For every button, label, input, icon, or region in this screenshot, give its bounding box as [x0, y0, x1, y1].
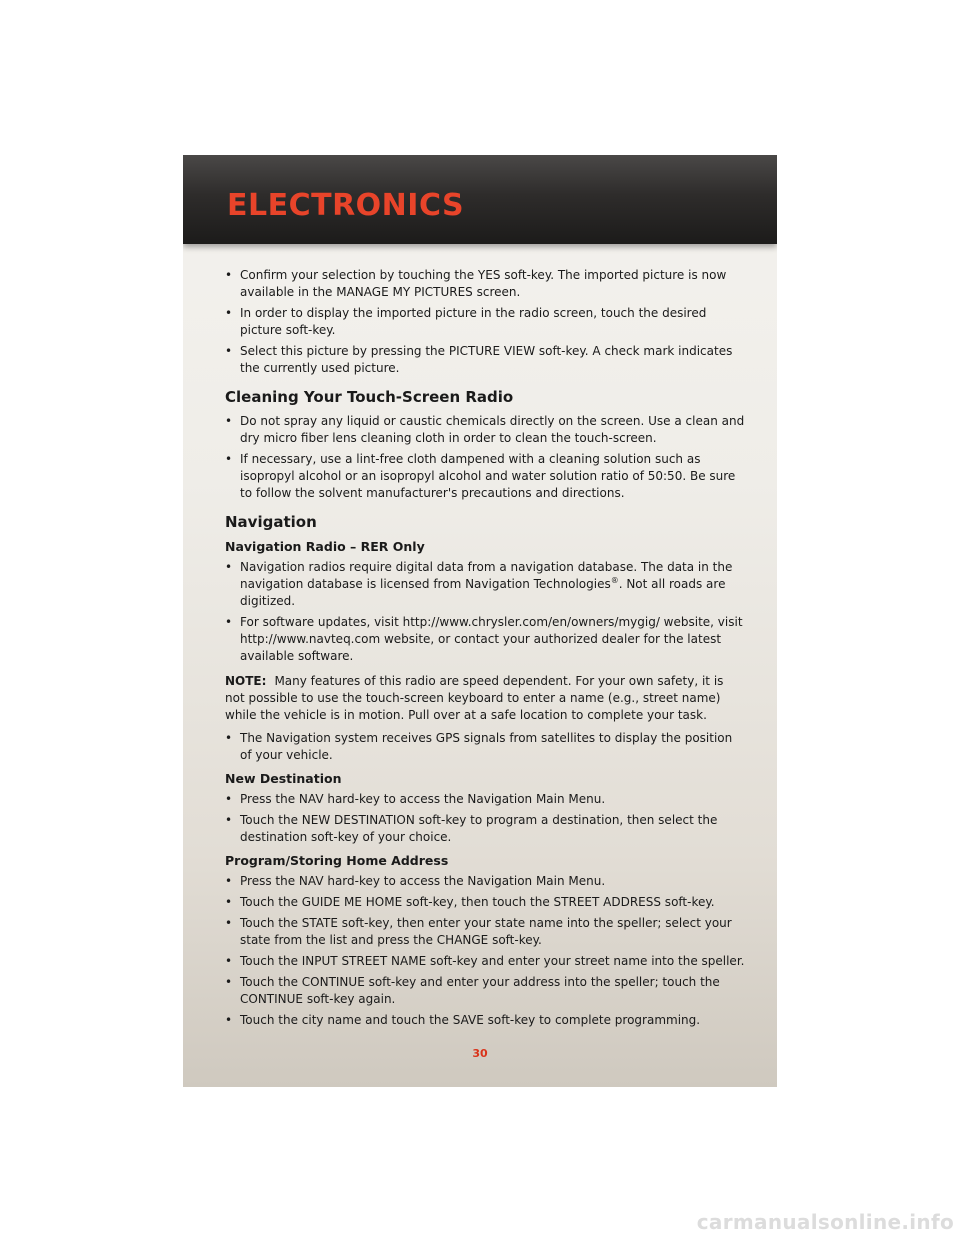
- watermark: carmanualsonline.info: [696, 1210, 954, 1234]
- manual-page: [183, 155, 777, 1087]
- list-item: • Touch the CONTINUE soft-key and enter your address into the speller; touch the CONTINUE soft-key again.: [225, 974, 745, 1008]
- list-item: • For software updates, visit http://www.chrysler.com/en/owners/mygig/ website, visit http://www.navteq.com website, or contact your authorized dealer for the latest available software.: [225, 614, 745, 665]
- list-item: • If necessary, use a lint-free cloth dampened with a cleaning solution such as isopropyl alcohol or an isopropyl alcohol and water solution ratio of 50:50. Be sure to follow the solvent manufacturer's precautions and directions.: [225, 451, 745, 502]
- section-header-bar: [183, 155, 777, 244]
- gps-bullet-list: [225, 730, 745, 764]
- note-label: NOTE:: [225, 674, 267, 688]
- list-item: [225, 559, 745, 610]
- list-item: • Touch the STATE soft-key, then enter your state name into the speller; select your state from the list and press the CHANGE soft-key.: [225, 915, 745, 949]
- list-item: • Do not spray any liquid or caustic chemicals directly on the screen. Use a clean and dry micro fiber lens cleaning cloth in order to clean the touch-screen.: [225, 413, 745, 447]
- page-content: [225, 267, 745, 1033]
- list-item: • Touch the GUIDE ME HOME soft-key, then touch the STREET ADDRESS soft-key.: [225, 894, 745, 911]
- cleaning-bullet-list: [225, 413, 745, 502]
- list-item: • Touch the NEW DESTINATION soft-key to program a destination, then select the destination soft-key of your choice.: [225, 812, 745, 846]
- new-destination-bullet-list: [225, 791, 745, 846]
- home-address-bullet-list: [225, 873, 745, 1029]
- list-item-text: . Not all roads are digitized.: [240, 577, 726, 608]
- note-text: Many features of this radio are speed dependent. For your own safety, it is not possible to use the touch-screen keyboard to enter a name (e.g., street name) while the vehicle is in motion. Pull over at a safe location to complete your task.: [225, 674, 724, 722]
- list-item: • Touch the INPUT STREET NAME soft-key and enter your street name into the speller.: [225, 953, 745, 970]
- home-address-heading: Program/Storing Home Address: [225, 853, 449, 868]
- list-item: • Confirm your selection by touching the YES soft-key. The imported picture is now available in the MANAGE MY PICTURES screen.: [225, 267, 745, 301]
- section-title: ELECTRONICS: [227, 188, 465, 223]
- page-number: 30: [472, 1047, 488, 1060]
- note-paragraph: [225, 673, 745, 724]
- list-item: • Select this picture by pressing the PICTURE VIEW soft-key. A check mark indicates the currently used picture.: [225, 343, 745, 377]
- list-item-text: Navigation radios require digital data from a navigation database. The data in the navigation database is licensed from Navigation Technologies: [240, 560, 733, 591]
- list-item: • Press the NAV hard-key to access the Navigation Main Menu.: [225, 791, 745, 808]
- cleaning-heading: Cleaning Your Touch-Screen Radio: [225, 388, 514, 406]
- registered-mark: ®: [610, 576, 619, 585]
- list-item: • Press the NAV hard-key to access the Navigation Main Menu.: [225, 873, 745, 890]
- list-item: • Touch the city name and touch the SAVE soft-key to complete programming.: [225, 1012, 745, 1029]
- list-item: • The Navigation system receives GPS signals from satellites to display the position of your vehicle.: [225, 730, 745, 764]
- navigation-radio-subheading: Navigation Radio – RER Only: [225, 539, 425, 554]
- intro-bullet-list: [225, 267, 745, 377]
- navigation-heading: Navigation: [225, 513, 317, 531]
- list-item: • In order to display the imported picture in the radio screen, touch the desired picture soft-key.: [225, 305, 745, 339]
- new-destination-heading: New Destination: [225, 771, 342, 786]
- navigation-radio-bullet-list: [225, 559, 745, 665]
